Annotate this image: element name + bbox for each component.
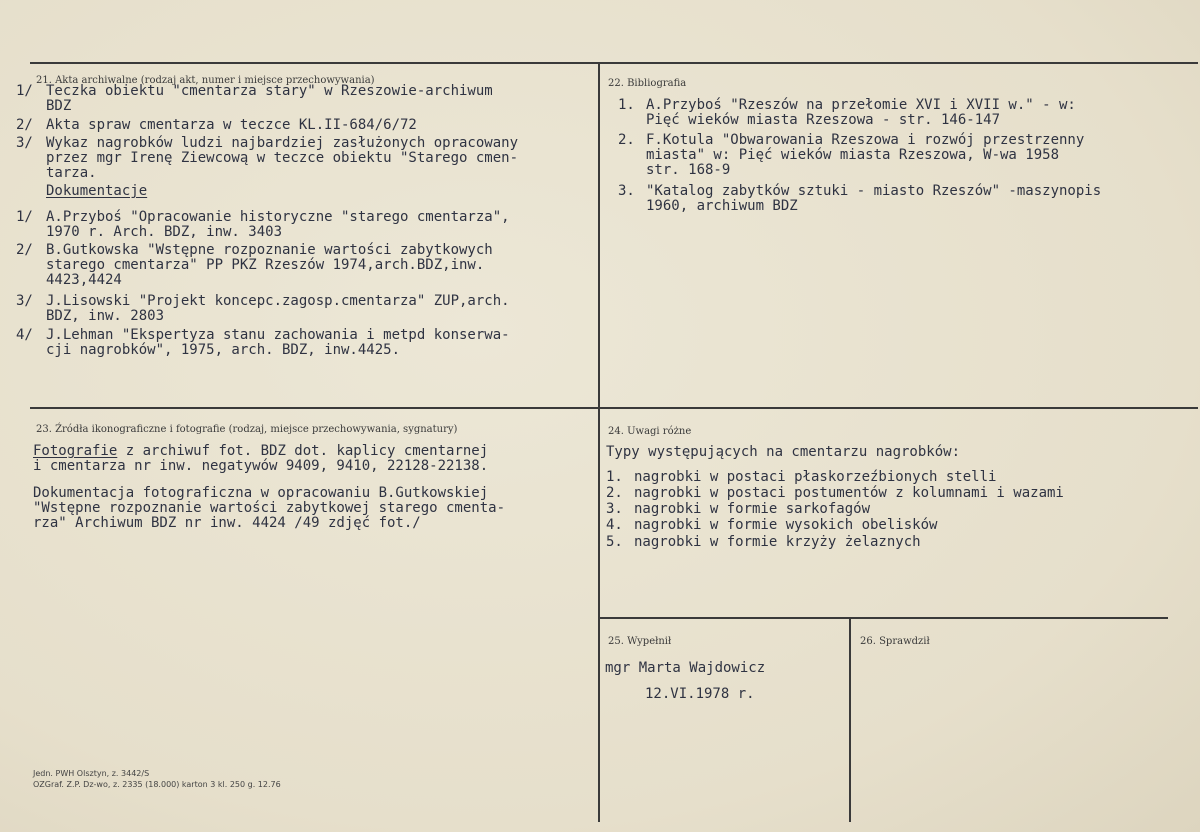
item-number: 3/ [16,135,33,151]
list-item: 2. F.Kotula "Obwarowania Rzeszowa i rozwój przestrzenny [618,132,1085,148]
list-item-cont: Pięć wieków miasta Rzeszowa - str. 146-147 [646,112,1001,128]
list-item-cont: miasta" w: Pięć wieków miasta Rzeszowa, W-wa 1958 [646,147,1060,163]
list-item-cont: 1970 r. Arch. BDZ, inw. 3403 [46,224,283,240]
top-rule [30,62,1198,64]
filled-by-date: 12.VI.1978 r. [645,686,755,702]
photo-para-line: "Wstępne rozpoznanie wartości zabytkowej starego cmenta- [33,500,506,516]
list-item: 3/ Wykaz nagrobków ludzi najbardziej zasłużonych opracowany [16,135,519,151]
sec22-label: 22. Bibliografia [608,78,687,89]
item-number: 3/ [16,293,33,309]
sec25-label: 25. Wypełnił [608,636,672,647]
signature-divider [849,617,851,822]
list-item: 3. nagrobki w formie sarkofagów [606,501,871,517]
notes-heading: Typy występujących na cmentarzu nagrobków: [606,444,961,460]
list-item-cont: BDZ, inw. 2803 [46,308,165,324]
printer-imprint-1: Jedn. PWH Olsztyn, z. 3442/S [33,769,150,778]
list-item: 3/ J.Lisowski "Projekt koncepc.zagosp.cmentarza" ZUP,arch. [16,293,510,309]
list-item: 1/ A.Przyboś "Opracowanie historyczne "starego cmentarza", [16,209,510,225]
list-item: 1. nagrobki w postaci płaskorzeźbionych stelli [606,469,997,485]
list-item-cont: BDZ [46,98,72,114]
list-item: 4. nagrobki w formie wysokich obelisków [606,517,938,533]
documentation-heading: Dokumentacje [46,183,148,199]
sec21-label: 21. Akta archiwalne (rodzaj akt, numer i miejsce przechowywania) [36,75,375,86]
list-item-cont: str. 168-9 [646,162,731,178]
list-item-cont: przez mgr Irenę Ziewcową w teczce obiektu "Starego cmen- [46,150,519,166]
item-number: 2/ [16,242,33,258]
item-number: 2. [606,485,623,501]
item-number: 1. [606,469,623,485]
sec24-label: 24. Uwagi różne [608,426,692,437]
list-item: 3. "Katalog zabytków sztuki - miasto Rzeszów" -maszynopis [618,183,1102,199]
item-number: 3. [618,183,635,199]
photo-para-line: Dokumentacja fotograficzna w opracowaniu B.Gutkowskiej [33,485,489,501]
item-number: 1/ [16,209,33,225]
sec26-label: 26. Sprawdził [860,636,930,647]
list-item: 1/ Teczka obiektu "cmentarza stary" w Rzeszowie-archiwum [16,83,493,99]
sec23-label: 23. Źródła ikonograficzne i fotografie (rodzaj, miejsce przechowywania, sygnatury) [36,424,458,435]
list-item: 5. nagrobki w formie krzyży żelaznych [606,534,921,550]
filled-by-name: mgr Marta Wajdowicz [605,660,766,676]
list-item: 2. nagrobki w postaci postumentów z kolumnami i wazami [606,485,1064,501]
photo-first-word: Fotografie [33,443,118,459]
photo-line-2: i cmentarza nr inw. negatywów 9409, 9410, 22128-22138. [33,458,489,474]
printer-imprint-2: OZGraf. Z.P. Dz-wo, z. 2335 (18.000) karton 3 kl. 250 g. 12.76 [33,780,281,789]
column-divider [598,62,600,822]
item-number: 1/ [16,83,33,99]
list-item-cont: 4423,4424 [46,272,122,288]
list-item-cont: starego cmentarza" PP PKZ Rzeszów 1974,arch.BDZ,inw. [46,257,485,273]
signature-rule [598,617,1168,619]
list-item-cont: cji nagrobków", 1975, arch. BDZ, inw.4425. [46,342,401,358]
middle-rule [30,407,1198,409]
item-number: 2/ [16,117,33,133]
list-item: 2/ Akta spraw cmentarza w teczce KL.II-684/6/72 [16,117,417,133]
item-number: 3. [606,501,623,517]
list-item-cont: 1960, archiwum BDZ [646,198,798,214]
item-number: 5. [606,534,623,550]
list-item: 4/ J.Lehman "Ekspertyza stanu zachowania i metpd konserwa- [16,327,510,343]
list-item: 1. A.Przyboś "Rzeszów na przełomie XVI i XVII w." - w: [618,97,1076,113]
item-number: 4. [606,517,623,533]
item-number: 4/ [16,327,33,343]
photo-para-line: rza" Archiwum BDZ nr inw. 4424 /49 zdjęć fot./ [33,515,421,531]
list-item: 2/ B.Gutkowska "Wstępne rozpoznanie wartości zabytkowych [16,242,493,258]
photo-line-1: Fotografie z archiwuf fot. BDZ dot. kaplicy cmentarnej [33,443,489,459]
item-number: 1. [618,97,635,113]
list-item-cont: tarza. [46,165,97,181]
item-number: 2. [618,132,635,148]
